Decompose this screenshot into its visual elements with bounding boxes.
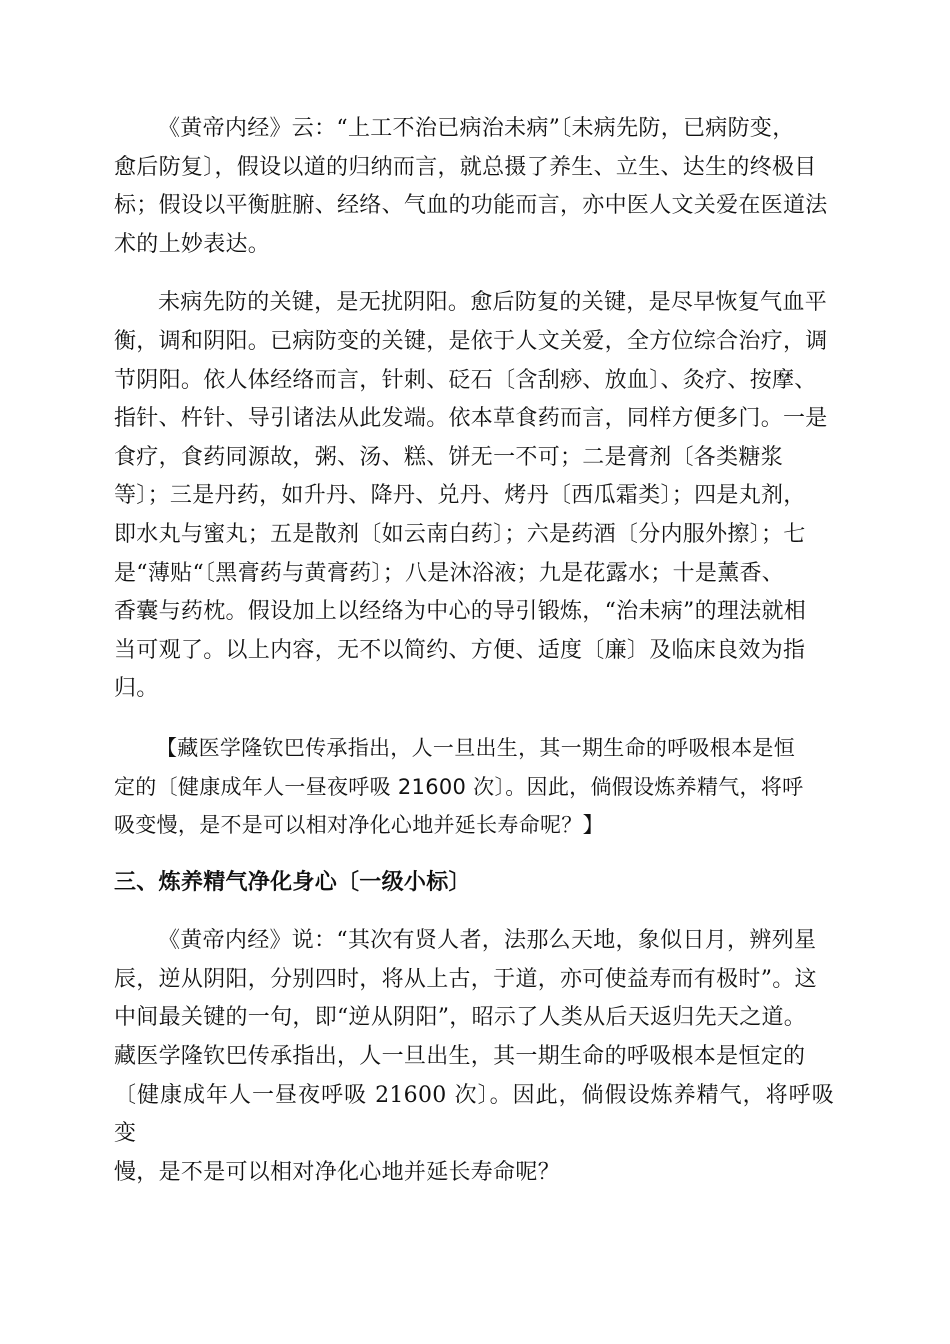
document-body <box>114 110 834 1192</box>
paragraph-section-body: 《黄帝内经》说：“其次有贤人者，法那么天地，象似日月，辨列星 辰，逆从阴阳，分别四时，将从上古，于道，亦可使益寿而有极时”。这 中间最关键的一句，即“逆从阴阳”，昭示了人类从后天返归先天之道。 藏医学隆钦巴传承指出，人一旦出生，其一期生命的呼吸根本是恒定的 〔健康成年人一昼夜呼吸 21600 次〕。因此，倘假设炼养精气，将呼吸变 慢，是不是可以相对净化心地并延长寿命呢？ <box>114 928 834 1185</box>
section-heading: 三、炼养精气净化身心〔一级小标〕 <box>114 869 471 895</box>
paragraph-tibetan-medicine-note: 【藏医学隆钦巴传承指出，人一旦出生，其一期生命的呼吸根本是恒 定的〔健康成年人一昼夜呼吸 21600 次〕。因此，倘假设炼养精气，将呼 吸变慢，是不是可以相对净化心地并延长寿命呢？】 <box>114 735 804 838</box>
paragraph-huangdi-neijing-quote: 《黄帝内经》云：“上工不治已病治未病”〔未病先防，已病防变， 愈后防复〕，假设以道的归纳而言，就总摄了养生、立生、达生的终极目 标；假设以平衡脏腑、经络、气血的功能而言，亦中医人文关爱在医道法 术的上妙表达。 <box>114 116 828 257</box>
paragraph-prevention-methods: 未病先防的关键，是无扰阴阳。愈后防复的关键，是尽早恢复气血平 衡，调和阴阳。已病防变的关键，是依于人文关爱，全方位综合治疗，调 节阴阳。依人体经络而言，针刺、砭石〔含刮痧、放血〕、灸疗、按摩、 指针、杵针、导引诸法从此发端。依本草食药而言，同样方便多门。一是 食疗，食药同源故，粥、汤、糕、饼无一不可；二是膏剂〔各类糖浆 等〕；三是丹药，如升丹、降丹、兑丹、烤丹〔西瓜霜类〕；四是丸剂， 即水丸与蜜丸；五是散剂〔如云南白药〕；六是药酒〔分内服外擦〕；七 是“薄贴“〔黑膏药与黄膏药〕；八是沐浴液；九是花露水；十是薰香、 香囊与药枕。假设加上以经络为中心的导引锻炼，“治未病”的理法就相 当可观了。以上内容，无不以简约、方便、适度〔廉〕及临床良效为指 归。 <box>114 290 828 702</box>
